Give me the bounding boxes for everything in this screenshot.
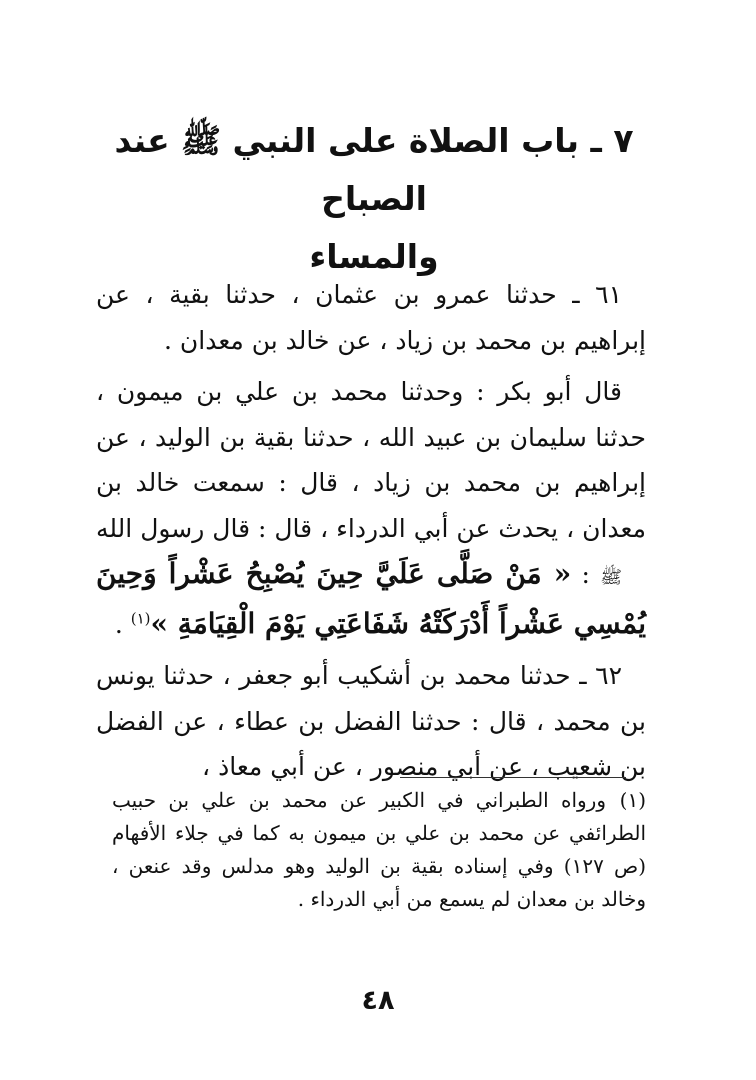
body-text [96,272,646,796]
hadith-61-text: ٦١ ـ حدثنا عمرو بن عثمان ، حدثنا بقية ، عن إبراهيم بن محمد بن زياد ، عن خالد بن معدان . [96,280,646,355]
hadith-62-paragraph [96,653,646,790]
chapter-title-line-1: ٧ ـ باب الصلاة على النبي ﷺ عند الصباح [114,121,634,218]
hadith-quote: « مَنْ صَلَّى عَلَيَّ حِينَ يُصْبِحُ عَشْراً وَحِينَ يُمْسِي عَشْراً أَدْرَكَتْهُ شَفَاعَتِي يَوْمَ الْقِيَامَةِ » [96,557,646,640]
footnote-divider [400,777,626,778]
footnotes [112,784,646,916]
hadith-61-paragraph [96,272,646,363]
footnote-text: ورواه الطبراني في الكبير عن محمد بن علي بن حبيب الطرائفي عن محمد بن علي بن ميمون به كما في جلاء الأفهام (ص ١٢٧) وفي إسناده بقية بن الوليد وهو مدلس وقد عنعن ، وخالد بن معدان لم يسمع من أبي الدرداء . [112,788,646,911]
chain-text: قال أبو بكر : وحدثنا محمد بن علي بن ميمون ، حدثنا سليمان بن عبيد الله ، حدثنا بقية بن الوليد ، عن إبراهيم بن محمد بن زياد ، قال : سمعت خالد بن معدان ، يحدث عن أبي الدرداء ، قال : قال رسول الله [96,377,646,543]
sentence-end: . [114,609,131,639]
chapter-title [100,112,648,286]
footnote-marker: (١) [619,788,646,812]
salla-symbol: ﷺ [600,567,622,588]
page-number: ٤٨ [361,985,395,1016]
hadith-61-second-chain [96,369,646,647]
footnote-reference[interactable]: (١) [130,609,151,628]
hadith-62-text: ٦٢ ـ حدثنا محمد بن أشكيب أبو جعفر ، حدثنا يونس بن محمد ، قال : حدثنا الفضل بن عطاء ، عن الفضل بن شعيب ، عن أبي منصور ، عن أبي معاذ ، [96,661,646,781]
colon: : [571,560,601,589]
chapter-title-line-2: والمساء [309,237,439,276]
